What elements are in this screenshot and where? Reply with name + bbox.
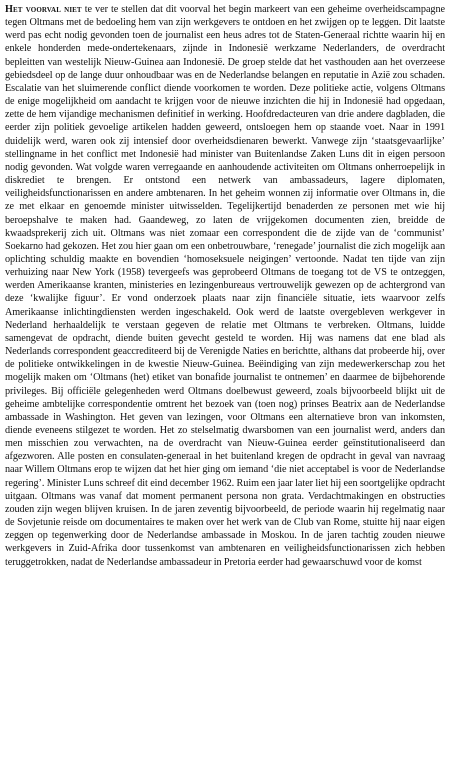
article-body-text: te ver te stellen dat dit voorval het begin markeert van een geheime overheidscampagne tegen Oltmans met de bedoeling hem van zijn werkgevers te ontdoen en het zwijgen op te leggen. Dit laatste werd pas echt nodig gevonden toen de journalist een heus adres tot de Staten-Generaal richtte waarin hij en enkele honderden mede-ondertekenaars, zijnde in Indonesië werkzame Nederlanders, de overdracht bepleitten van westelijk Nieuw-Guinea aan Indonesië. De groep stelde dat het vasthouden aan het overzeese gebiedsdeel op de lange duur onhoudbaar was en de Nederlandse belangen en reputatie in Azië zou schaden. Escalatie van het sluimerende conflict diende voorkomen te worden. Deze politieke actie, volgens Oltmans de enige mogelijkheid om aandacht te krijgen voor de nieuwe inzichten die hij in Indonesië had opgedaan, zette de hem vijandige mechanismen definitief in werking. Hoofdredacteuren van drie andere dagbladen, die eerder zijn politiek gevoelige artikelen hadden geweerd, ontsloegen hem op staande voet. Naar in 1991 duidelijk werd, waren ook zij intensief door overheidsdienaren bewerkt. Vanwege zijn ‘staatsgevaarlijke’ stellingname in het conflict met Indonesië had minister van Buitenlandse Zaken Luns dit in eigen persoon nodig gevonden. Wat volgde waren verregaande en aanhoudende activiteiten om Oltmans onherroepelijk in diskrediet te brengen. Er ontstond een netwerk van ambassadeurs, lagere diplomaten, veiligheidsfunctionarissen en andere ambtenaren. In het geheim wonnen zij informatie over Oltmans in, die ze met elkaar en genoemde minister uitwisselden. Tegelijkertijd benaderden ze personen met wie hij beroepshalve te maken had. Gaandeweg, zo laten de vrijgekomen documenten zien, breidde de kwaadsprekerij zich uit. Oltmans was niet zomaar een correspondent die de zijde van de ‘communist’ Soekarno had gekozen. Het zou hier gaan om een onbetrouwbare, ‘renegade’ journalist die zich mogelijk aan oplichting schuldig maakte en bovendien ‘homoseksuele neigingen’ vertoonde. Nadat ten tijde van zijn verhuizing naar New York (1958) tevergeefs was geprobeerd Oltmans de toegang tot de VS te ontzeggen, werden Amerikaanse kranten, ministeries en lezingenbureaus vertrouwelijk gewezen op de achtergrond van deze ‘kwalijke figuur’. Er vond onderzoek plaats naar zijn financiële situatie, iets waarvoor zelfs Amerikaanse inlichtingdiensten werden ingeschakeld. Ook werd de laatste overgebleven werkgever in Nederland herhaaldelijk te verstaan gegeven de relatie met Oltmans te verbreken. Oltmans, luidde samengevat de opdracht, diende buiten gevecht gesteld te worden. Hij was namens dat ene blad als Nederlands correspondent geaccrediteerd bij de Verenigde Naties en berichtte, althans dat probeerde hij, over de politieke ontwikkelingen in de kwestie Nieuw-Guinea. Beëindiging van zijn medewerkerschap zou het mogelijk maken om ‘Oltmans (het) etiket van bonafide journalist te ontnemen’ en daarmee de bijbehorende privileges. Bij officiële gelegenheden werd Oltmans doelbewust geweerd, zoals bijvoorbeeld blijkt uit de geheime ambtelijke correspondentie omtrent het bezoek van (toen nog) prinses Beatrix aan de Nederlandse ambassade in Washington. Het geven van lezingen, voor Oltmans een alternatieve bron van inkomsten, diende eveneens stilgezet te worden. Het zo stelselmatig dwarsbomen van een journalist werd, anders dan men misschien zou verwachten, na de overdracht van Nieuw-Guinea eerder geïnstitutionaliseerd dan afgezworen. Alle posten en consulaten-generaal in het buitenland kregen de opdracht in geval van navraag naar Willem Oltmans erop te wijzen dat het hier ging om iemand ‘die niet acceptabel is voor de Nederlandse regering’. Minister Luns schreef dit eind december 1962. Ruim een jaar later liet hij een soortgelijke opdracht uitgaan. Oltmans was vanaf dat moment permanent persona non grata. Verdachtmakingen en obstructies zouden zijn wegen blijven kruisen. In de jaren zeventig bijvoorbeeld, de periode waarin hij regelmatig naar de Sovjetunie reisde om documentaires te maken over het werk van de Club van Rome, stuitte hij naar eigen zeggen op tegenwerking door de Nederlandse ambassade in Moskou. In de jaren tachtig zouden nieuwe werkgevers in Zuid-Afrika door tussenkomst van ambtenaren en veiligheidsfunctionarissen zich hebben teruggetrokken, nadat de Nederlandse ambassadeur in Pretoria eerder had gewaarschuwd voor de komst: [5, 4, 445, 568]
article-paragraph: [5, 3, 445, 569]
lead-in-text: Het voorval niet: [5, 4, 82, 15]
